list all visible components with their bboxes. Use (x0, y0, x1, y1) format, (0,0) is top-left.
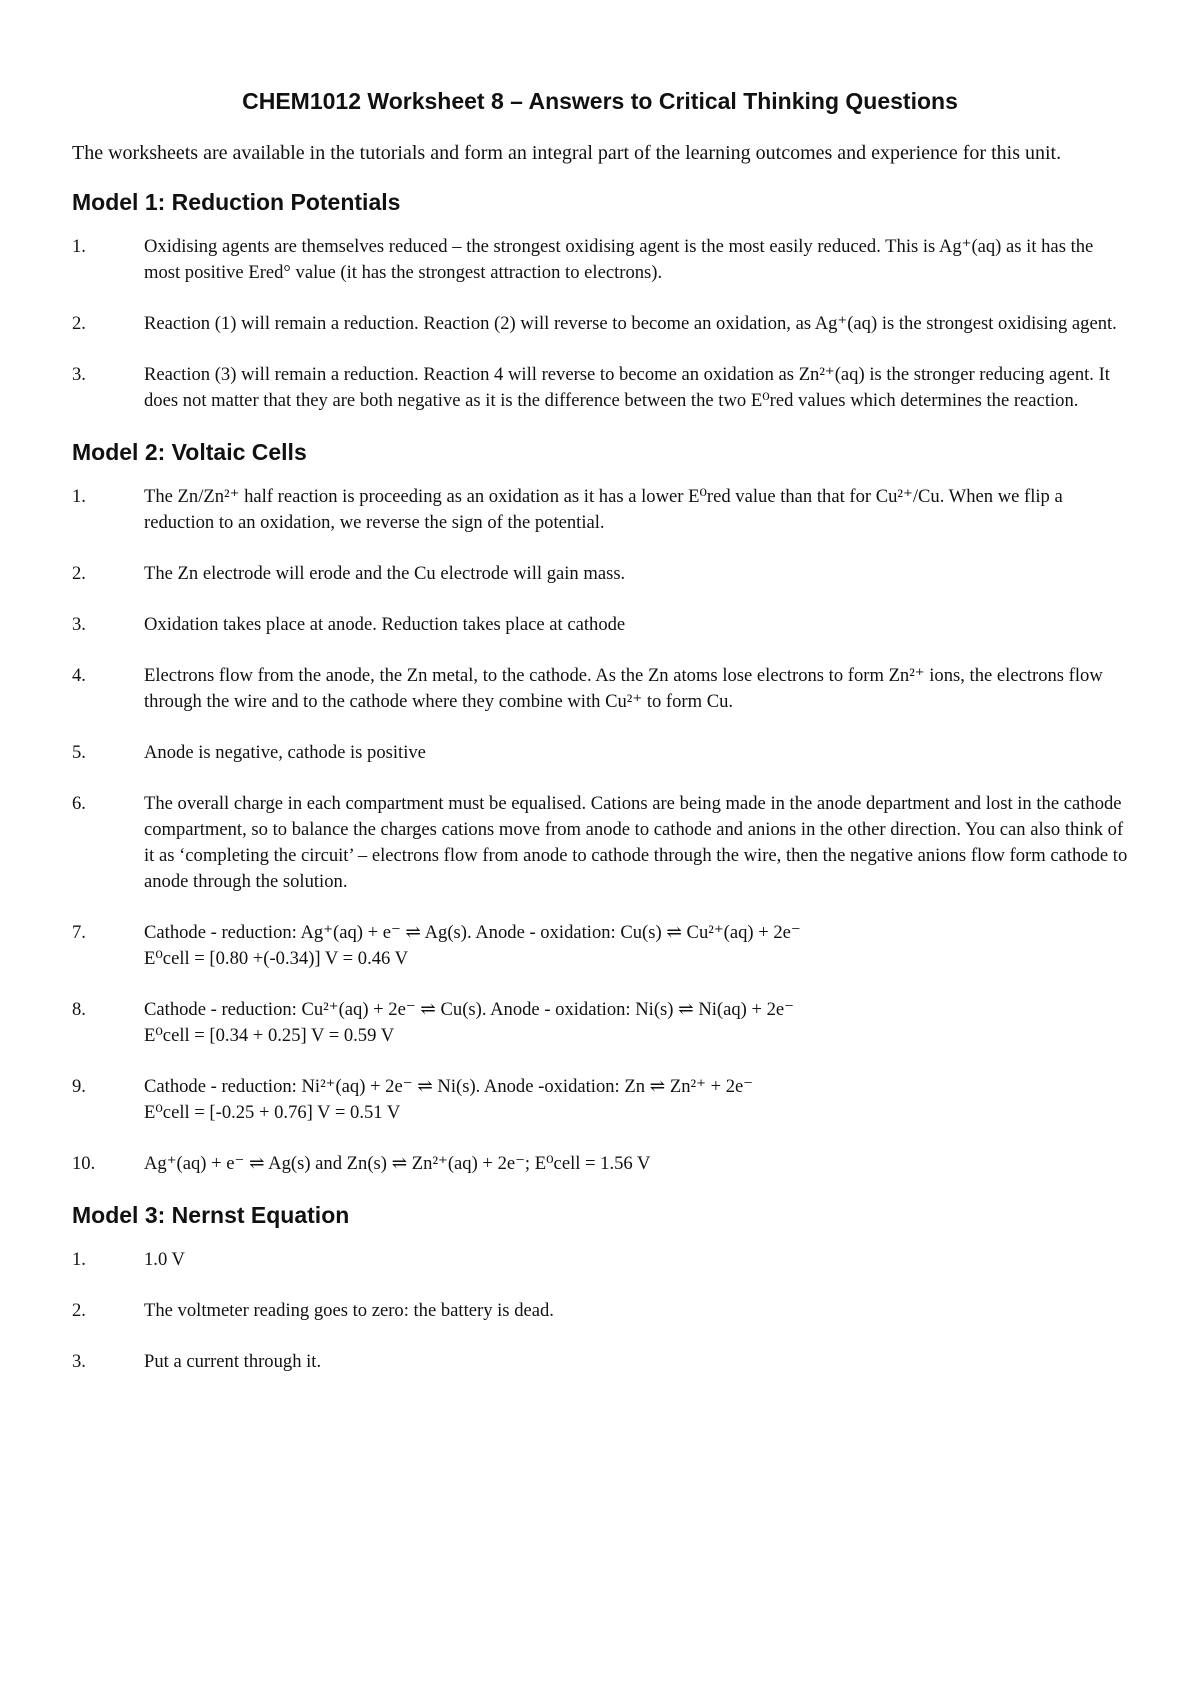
list-item (72, 362, 1128, 414)
item-text: The overall charge in each compartment must be equalised. Cations are being made in the anode department and lost in the cathode compartment, so to balance the charges cations move from anode to cathode and anions in the other direction. You can also think of it as ‘completing the circuit’ – electrons flow from anode to cathode through the wire, then the negative anions flow form cathode to anode through the solution. (144, 793, 1128, 892)
item-number: 3. (72, 1351, 86, 1372)
item-text: Put a current through it. (144, 1351, 322, 1372)
item-text-block (144, 920, 1128, 972)
worksheet-page (72, 88, 1128, 1400)
item-text: Reaction (1) will remain a reduction. Reaction (2) will reverse to become an oxidation, as Ag⁺(aq) is the strongest oxidising agent. (144, 313, 1117, 334)
item-number: 2. (72, 313, 86, 334)
item-text: Oxidation takes place at anode. Reduction takes place at cathode (144, 614, 626, 635)
cell-potential-line: E⁰cell = [-0.25 + 0.76] V = 0.51 V (144, 1102, 401, 1123)
item-number: 1. (72, 236, 86, 257)
item-text: Electrons flow from the anode, the Zn metal, to the cathode. As the Zn atoms lose electrons to form Zn²⁺ ions, the electrons flow through the wire and to the cathode where they combine with Cu²⁺ to form Cu. (144, 665, 1103, 712)
list-item (72, 612, 1128, 638)
item-text-block (144, 1074, 1128, 1126)
item-number: 4. (72, 665, 86, 686)
item-number: 1. (72, 486, 86, 507)
item-number: 7. (72, 922, 86, 943)
page-title: CHEM1012 Worksheet 8 – Answers to Critical Thinking Questions (242, 88, 958, 114)
list-item (72, 791, 1128, 895)
item-number: 6. (72, 793, 86, 814)
item-number: 10. (72, 1153, 96, 1174)
cell-potential-line: E⁰cell = [0.80 +(-0.34)] V = 0.46 V (144, 948, 409, 969)
list-item (72, 1247, 1128, 1273)
list-item (72, 740, 1128, 766)
item-text: The Zn/Zn²⁺ half reaction is proceeding as an oxidation as it has a lower E⁰red value than that for Cu²⁺/Cu. When we flip a reduction to an oxidation, we reverse the sign of the potential. (144, 486, 1063, 533)
equation-line: Cathode - reduction: Cu²⁺(aq) + 2e⁻ ⇌ Cu(s). Anode - oxidation: Ni(s) ⇌ Ni(aq) + 2e⁻ (144, 999, 794, 1020)
list-item (72, 234, 1128, 286)
cell-potential-line: E⁰cell = [0.34 + 0.25] V = 0.59 V (144, 1025, 395, 1046)
list-item (72, 1298, 1128, 1324)
equation-line: Cathode - reduction: Ni²⁺(aq) + 2e⁻ ⇌ Ni(s). Anode -oxidation: Zn ⇌ Zn²⁺ + 2e⁻ (144, 1076, 754, 1097)
section-heading-model-2: Model 2: Voltaic Cells (72, 439, 307, 465)
item-number: 8. (72, 999, 86, 1020)
item-number: 2. (72, 1300, 86, 1321)
item-text: Anode is negative, cathode is positive (144, 742, 426, 763)
item-text-block (144, 997, 1128, 1049)
list-item (72, 311, 1128, 337)
section-heading-model-1: Model 1: Reduction Potentials (72, 189, 401, 215)
item-text: Ag⁺(aq) + e⁻ ⇌ Ag(s) and Zn(s) ⇌ Zn²⁺(aq) + 2e⁻; E⁰cell = 1.56 V (144, 1153, 651, 1174)
item-number: 3. (72, 364, 86, 385)
item-number: 1. (72, 1249, 86, 1270)
list-item (72, 1151, 1128, 1177)
section-heading-model-3: Model 3: Nernst Equation (72, 1202, 350, 1228)
list-item (72, 920, 1128, 972)
item-text: The Zn electrode will erode and the Cu electrode will gain mass. (144, 563, 626, 584)
item-number: 9. (72, 1076, 86, 1097)
list-item (72, 484, 1128, 536)
item-number: 3. (72, 614, 86, 635)
item-number: 5. (72, 742, 86, 763)
item-text: The voltmeter reading goes to zero: the battery is dead. (144, 1300, 554, 1321)
intro-paragraph: The worksheets are available in the tutorials and form an integral part of the learning outcomes and experience for this unit. (72, 142, 1062, 164)
item-text: 1.0 V (144, 1249, 185, 1270)
list-item (72, 1349, 1128, 1375)
item-text: Oxidising agents are themselves reduced – the strongest oxidising agent is the most easily reduced. This is Ag⁺(aq) as it has the most positive Ered° value (it has the strongest attraction to electrons). (144, 236, 1094, 283)
list-item (72, 997, 1128, 1049)
equation-line: Cathode - reduction: Ag⁺(aq) + e⁻ ⇌ Ag(s). Anode - oxidation: Cu(s) ⇌ Cu²⁺(aq) + 2e⁻ (144, 922, 801, 943)
item-text: Reaction (3) will remain a reduction. Reaction 4 will reverse to become an oxidation as Zn²⁺(aq) is the stronger reducing agent. It does not matter that they are both negative as it is the difference between the two E⁰red values which determines the reaction. (144, 364, 1110, 411)
list-item (72, 561, 1128, 587)
list-item (72, 663, 1128, 715)
list-item (72, 1074, 1128, 1126)
item-number: 2. (72, 563, 86, 584)
